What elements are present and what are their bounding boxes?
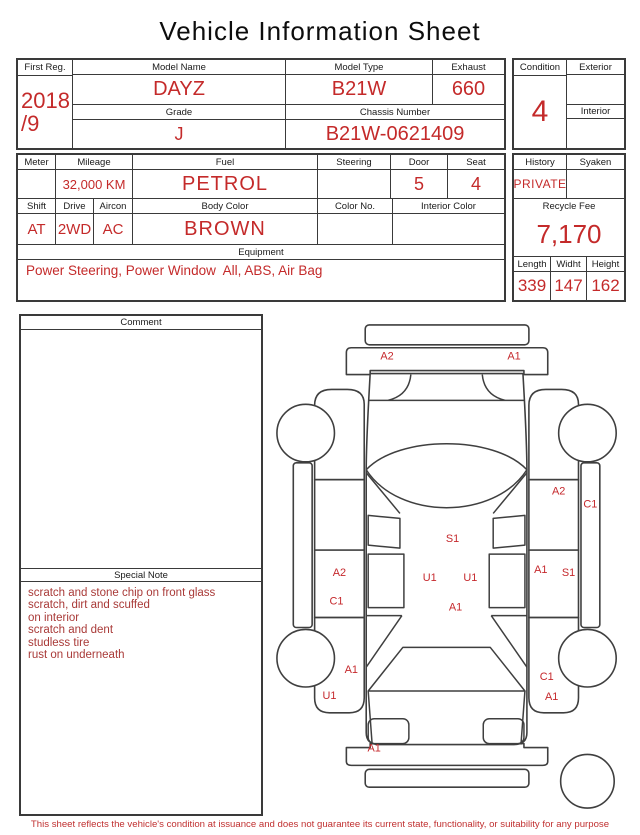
rear-left-wheel [277, 629, 335, 687]
rear-right-wheel [559, 629, 617, 687]
spec-table [16, 153, 506, 302]
length-value: 339 [514, 272, 551, 300]
spec-value-row-1 [18, 170, 504, 199]
fuel-label: Fuel [133, 155, 318, 169]
steering-value [318, 170, 391, 198]
disclaimer-text: This sheet reflects the vehicle's condition at issuance and does not guarantee its current state, functionality, or suitability for any purpose [30, 819, 610, 830]
width-value: 147 [551, 272, 587, 300]
model-name-value: DAYZ [73, 75, 286, 105]
front-left-wheel [277, 404, 335, 462]
right-rocker-panel [581, 463, 600, 628]
comment-label: Comment [21, 316, 261, 330]
front-right-wheel [559, 404, 617, 462]
history-label: History [514, 155, 567, 169]
condition-label: Condition [514, 60, 566, 76]
special-note-line: scratch and stone chip on front glass [28, 587, 216, 599]
comment-value [21, 330, 261, 568]
right-rear-door [529, 550, 579, 617]
equipment-label: Equipment [238, 246, 284, 258]
front-top-bar [365, 325, 529, 345]
recycle-fee-value-row [514, 213, 624, 257]
damage-mark-left-rear-door-upper: A2 [332, 566, 347, 579]
first-reg-value [18, 76, 72, 148]
exterior-label: Exterior [567, 60, 624, 75]
first-reg-column [18, 60, 73, 148]
first-reg-month: /9 [21, 111, 40, 136]
special-note-line: scratch and dent [28, 624, 114, 637]
history-value: PRIVATE [514, 170, 567, 198]
car-body-outline [366, 374, 527, 745]
special-note-list [21, 582, 261, 814]
equipment-header-row [18, 245, 504, 260]
spare-wheel [561, 754, 615, 808]
shift-value: AT [18, 214, 56, 244]
exterior-value [567, 75, 624, 104]
damage-mark-right-front-door: A2 [551, 485, 566, 498]
damage-mark-right-rocker: C1 [583, 498, 598, 511]
history-header-row [514, 155, 624, 170]
damage-mark-front-bumper-right: A1 [507, 350, 521, 363]
grade-value: J [73, 120, 286, 148]
meter-label: Meter [18, 155, 56, 169]
height-value: 162 [591, 276, 620, 295]
interior-label: Interior [567, 104, 624, 119]
damage-mark-left-rear-door-lower: C1 [329, 595, 344, 608]
recycle-fee-header-row [514, 199, 624, 213]
body-color-label: Body Color [133, 199, 318, 213]
mileage-label: Mileage [56, 155, 133, 169]
interior-value [567, 119, 624, 148]
damage-mark-left-quarter-upper: A1 [344, 664, 358, 677]
color-no-label: Color No. [318, 199, 393, 213]
special-note-line: scratch, dirt and scuffed [28, 599, 150, 612]
damage-mark-left-quarter-lower: U1 [322, 689, 337, 702]
spec-header-row-2 [18, 199, 504, 214]
special-note-line: studless tire [28, 636, 90, 649]
special-note-line: on interior [28, 611, 80, 624]
drive-value: 2WD [56, 214, 94, 244]
aircon-value: AC [94, 214, 133, 244]
shift-label: Shift [18, 199, 56, 213]
car-damage-diagram [268, 312, 640, 818]
identity-grid [73, 60, 504, 148]
drive-label: Drive [56, 199, 94, 213]
seat-label: Seat [466, 156, 486, 168]
rear-bottom-bar [365, 769, 529, 787]
equipment-value-row [18, 260, 504, 300]
condition-column [514, 60, 567, 148]
height-label: Height [591, 258, 620, 270]
body-color-value: BROWN [133, 214, 318, 244]
mileage-value: 32,000 KM [56, 170, 133, 198]
damage-mark-roof-left: U1 [422, 571, 437, 584]
spec-header-row-1 [18, 155, 504, 170]
model-type-value: B21W [286, 75, 433, 105]
aircon-label: Aircon [94, 199, 133, 213]
length-label: Length [514, 257, 551, 271]
steering-label: Steering [318, 155, 391, 169]
equipment-value: Power Steering, Power Window All, ABS, Air Bag [26, 263, 323, 278]
dimensions-value-row [514, 272, 624, 300]
syaken-value [567, 170, 624, 198]
door-value: 5 [391, 170, 448, 198]
comment-box [19, 314, 263, 816]
width-label: Widht [551, 257, 587, 271]
page-title: Vehicle Information Sheet [159, 16, 481, 46]
damage-mark-roof-rear: A1 [448, 601, 463, 614]
damage-mark-right-quarter-upper: C1 [539, 671, 554, 684]
damage-mark-rear-bumper: A1 [367, 742, 381, 755]
condition-value: 4 [531, 95, 549, 128]
damage-mark-front-bumper-left: A2 [380, 350, 394, 363]
meter-value [18, 170, 56, 198]
exhaust-label: Exhaust [433, 60, 504, 75]
recycle-fee-label: Recycle Fee [542, 200, 596, 212]
exhaust-value: 660 [433, 75, 504, 105]
chassis-number-label: Chassis Number [286, 105, 504, 120]
syaken-label: Syaken [579, 156, 612, 168]
left-rocker-panel [293, 463, 312, 628]
fuel-value: PETROL [133, 170, 318, 198]
model-type-label: Model Type [286, 60, 433, 75]
special-note-label: Special Note [21, 568, 261, 582]
first-reg-year: 2018 [21, 88, 70, 113]
damage-mark-roof-right: U1 [463, 571, 478, 584]
damage-mark-right-rear-door-inner: A1 [534, 563, 548, 576]
condition-table [512, 58, 626, 150]
damage-mark-roof-front: S1 [445, 533, 460, 546]
model-name-label: Model Name [73, 60, 286, 75]
first-reg-label: First Reg. [18, 60, 72, 76]
left-front-door [315, 480, 365, 550]
damage-mark-right-quarter-lower: A1 [545, 690, 559, 703]
dimensions-header-row [514, 257, 624, 272]
color-no-value [318, 214, 393, 244]
seat-value: 4 [470, 173, 481, 194]
damage-mark-right-rear-door-outer: S1 [561, 566, 576, 579]
door-label: Door [391, 155, 448, 169]
recycle-fee-value: 7,170 [536, 219, 602, 249]
grade-label: Grade [73, 105, 286, 120]
history-value-row [514, 170, 624, 199]
interior-color-label: Interior Color [421, 200, 476, 212]
interior-color-value [393, 214, 504, 244]
spec-value-row-2 [18, 214, 504, 245]
special-note-line: rust on underneath [28, 649, 125, 662]
identity-table [16, 58, 506, 150]
history-fee-table [512, 153, 626, 302]
chassis-number-value: B21W-0621409 [325, 122, 465, 145]
exterior-interior-column [567, 60, 624, 148]
